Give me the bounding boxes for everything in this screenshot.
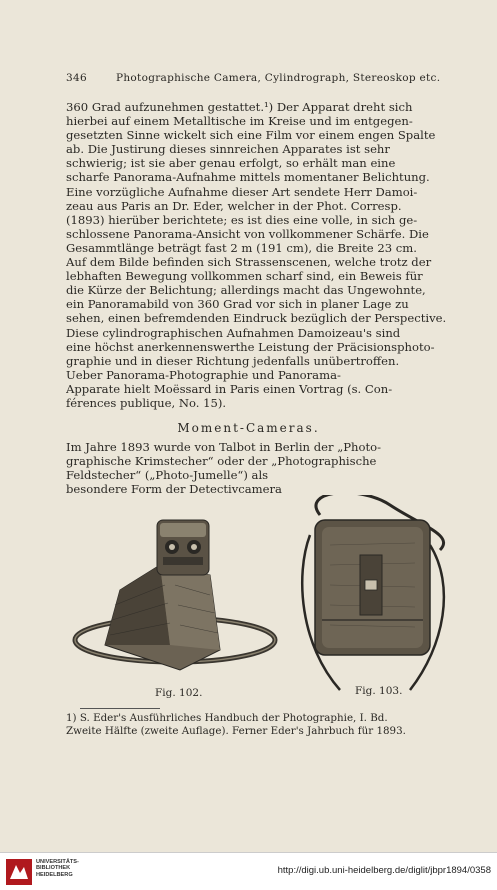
body-line: eine höchst anerkennenswerthe Leistung der Präcisionsphoto-: [66, 339, 435, 354]
body-line: sehen, einen befremdenden Eindruck bezüglich der Perspective.: [66, 311, 447, 326]
body-line: schlossene Panorama-Ansicht von vollkommener Schärfe. Die: [66, 226, 429, 241]
running-title: Photographische Camera, Cylindrograph, Stereoskop etc.: [116, 72, 441, 84]
camera-illustrations: [60, 495, 460, 705]
fig-103-case-illustration: [302, 495, 444, 690]
body-line: graphie und in dieser Richtung jedenfalls unübertroffen.: [66, 353, 400, 368]
figures: [60, 495, 460, 705]
footnote: [66, 712, 458, 738]
body-line: schwierig; ist sie aber genau erfolgt, so erhält man eine: [66, 156, 396, 171]
body-line: hierbei auf einem Metalltische im Kreise und im entgegen-: [66, 114, 413, 129]
running-header: [66, 72, 457, 88]
body-line: Ueber Panorama-Photographie und Panorama-: [66, 367, 341, 382]
institution-line: BIBLIOTHEK: [36, 865, 71, 872]
body-line: Gesammtlänge beträgt fast 2 m (191 cm), die Breite 23 cm.: [66, 240, 417, 255]
body-line: scharfe Panorama-Aufnahme mittels momentaner Belichtung.: [66, 170, 430, 185]
body-line: Apparate hielt Moëssard in Paris einen Vortrag (s. Con-: [66, 381, 393, 396]
body-line: gesetzten Sinne wickelt sich eine Film vor einem engen Spalte: [66, 128, 436, 143]
footnote-line: Zweite Hälfte (zweite Auflage). Ferner Eder's Jahrbuch für 1893.: [66, 725, 406, 737]
fig-102-camera-illustration: [75, 520, 275, 670]
body-line: Auf dem Bilde befinden sich Strassenscenen, welche trotz der: [66, 255, 432, 270]
body-line: 360 Grad aufzunehmen gestattet.¹) Der Apparat dreht sich: [66, 100, 413, 114]
body-line: (1893) hierüber berichtete; es ist dies eine volle, in sich ge-: [66, 212, 418, 227]
section-line: graphische Krimstecher“ oder der „Photographische: [66, 454, 377, 469]
body-line: die Kürze der Belichtung; allerdings macht das Ungewohnte,: [66, 283, 426, 298]
university-library-logo-icon: [6, 859, 32, 885]
library-footer-bar: [0, 852, 497, 890]
body-line: Eine vorzügliche Aufnahme dieser Art sendete Herr Damoi-: [66, 184, 418, 199]
digital-copy-link[interactable]: http://digi.ub.uni-heidelberg.de/diglit/jbpr1894/0358: [277, 865, 491, 876]
fig-103-caption: Fig. 103.: [355, 685, 403, 697]
footnote-line: 1) S. Eder's Ausführliches Handbuch der Photographie, I. Bd.: [66, 712, 388, 724]
body-line: férences publique, No. 15).: [66, 395, 227, 410]
institution-name: [36, 859, 79, 878]
institution-line: HEIDELBERG: [36, 871, 73, 878]
section-line: Im Jahre 1893 wurde von Talbot in Berlin der „Photo-: [66, 440, 382, 454]
body-line: ab. Die Justirung dieses sinnreichen Apparates ist sehr: [66, 142, 390, 157]
section-text: [66, 440, 458, 496]
body-line: ein Panoramabild von 360 Grad vor sich in planer Lage zu: [66, 297, 409, 312]
section-heading: Moment-Cameras.: [177, 421, 320, 435]
footnote-rule: [80, 708, 160, 709]
fig-102-caption: Fig. 102.: [155, 687, 203, 699]
body-line: Diese cylindrographischen Aufnahmen Damoizeau's sind: [66, 325, 401, 340]
body-line: zeau aus Paris an Dr. Eder, welcher in der Phot. Corresp.: [66, 198, 402, 213]
body-text: [66, 100, 458, 410]
page-number: 346: [66, 72, 87, 84]
body-line: lebhaften Bewegung vollkommen scharf sind, ein Beweis für: [66, 269, 423, 284]
section-line: Feldstecher“ („Photo-Jumelle“) als: [66, 468, 269, 483]
institution-line: UNIVERSITÄTS-: [36, 859, 79, 865]
section-line: besondere Form der Detectivcamera: [66, 482, 282, 497]
